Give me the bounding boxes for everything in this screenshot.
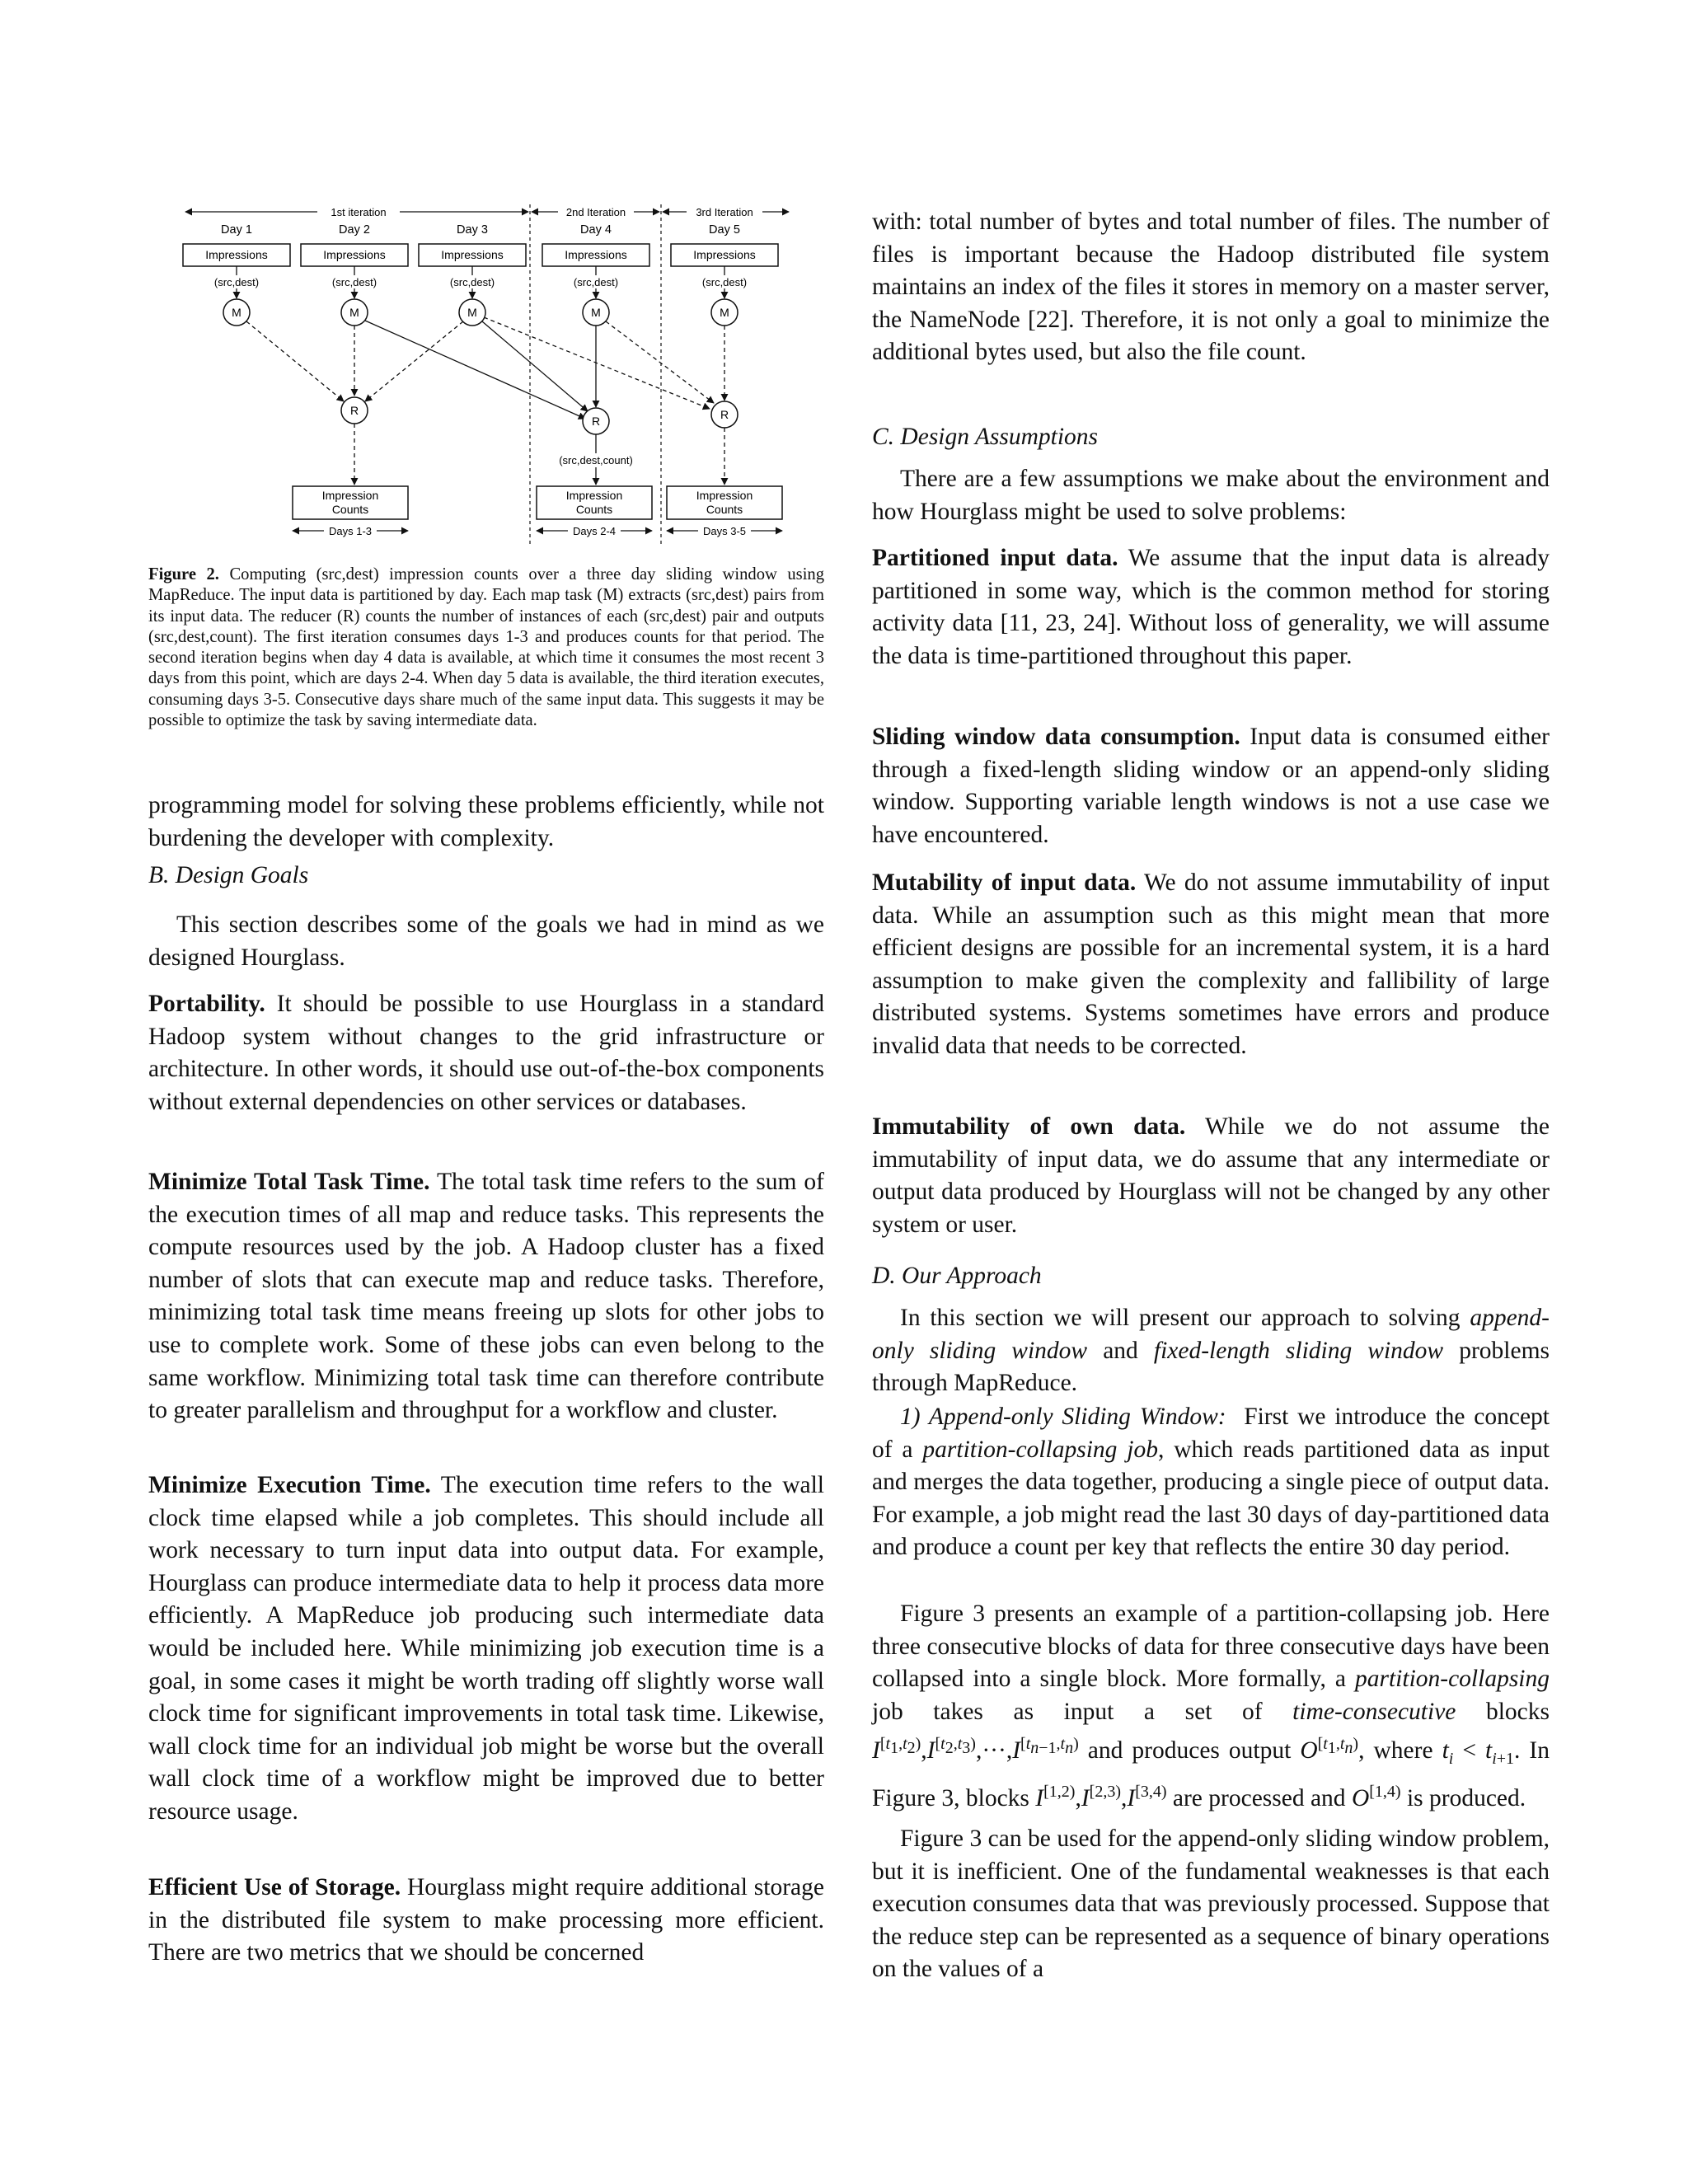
figure-2-diagram bbox=[169, 198, 795, 552]
portability-paragraph bbox=[148, 988, 824, 1118]
aosw-emphasis: partition-collapsing job bbox=[922, 1436, 1158, 1463]
counts-box-1-line2: Counts bbox=[331, 503, 369, 516]
f3-emphasis-1: partition-collapsing bbox=[1355, 1666, 1550, 1693]
map-node-4: M bbox=[591, 306, 601, 319]
iod-title: Immutability of own data. bbox=[872, 1113, 1186, 1140]
reduce-node-3: R bbox=[720, 408, 729, 421]
aosw-text-a: First we introduce the concept of a bbox=[872, 1404, 1550, 1463]
math-example-inputs: $I^{[1,2)},I^{[2,3)},I^{[3,4)}$ bbox=[1035, 1782, 1167, 1811]
map-node-5: M bbox=[720, 306, 729, 319]
f3-text-d: and produces output bbox=[1078, 1737, 1301, 1765]
f3-text-c: blocks bbox=[1456, 1698, 1550, 1725]
counts-box-3-line2: Counts bbox=[706, 503, 743, 516]
day-2-label: Day 2 bbox=[339, 223, 370, 237]
figure-3-inefficiency-paragraph bbox=[872, 1823, 1550, 1986]
section-heading-design-goals: B. Design Goals bbox=[148, 862, 309, 888]
day-5-label: Day 5 bbox=[709, 223, 740, 237]
impressions-box-5: Impressions bbox=[693, 248, 756, 261]
aosw-text-b: , which reads partitioned data as input and merges the data together, producing a single piece of output data. For example, a job might read the last 30 days of day-partitioned data and produce a count per key that reflects the entire 30 day period. bbox=[872, 1436, 1550, 1561]
portability-title: Portability. bbox=[148, 991, 265, 1017]
approach-text-c: problems through MapReduce. bbox=[872, 1337, 1550, 1397]
mtt-title: Minimize Total Task Time. bbox=[148, 1169, 430, 1195]
map-node-3: M bbox=[467, 306, 477, 319]
partitioned-input-data-paragraph bbox=[872, 542, 1550, 673]
pid-title: Partitioned input data. bbox=[872, 545, 1118, 571]
right-continuation-paragraph bbox=[872, 206, 1550, 369]
f3-text-e: , where bbox=[1358, 1737, 1442, 1765]
pair-label-4: (src,dest) bbox=[573, 276, 619, 288]
day-1-label: Day 1 bbox=[221, 223, 252, 237]
range-label-2: Days 2-4 bbox=[572, 525, 617, 537]
approach-emphasis-2: fixed-length sliding window bbox=[1153, 1337, 1444, 1364]
f3-text-h: is produced. bbox=[1400, 1784, 1526, 1811]
f3-text-f: . In Figure 3, blocks bbox=[872, 1737, 1550, 1811]
approach-text-a: In this section we will present our approach to solving bbox=[900, 1305, 1470, 1331]
swdc-text: Input data is consumed either through a fixed-length sliding window or an append-only sliding window. Supporting variable length windows is not a use case we have encountered. bbox=[872, 724, 1550, 848]
triple-label: (src,dest,count) bbox=[559, 454, 633, 466]
math-example-output: $O^{[1,4)}$ bbox=[1351, 1782, 1401, 1811]
approach-text-b: and bbox=[1087, 1337, 1154, 1364]
eus-title: Efficient Use of Storage. bbox=[148, 1874, 401, 1900]
iteration-3-label: 3rd Iteration bbox=[696, 206, 753, 218]
counts-box-2-line2: Counts bbox=[575, 503, 613, 516]
pair-label-3: (src,dest) bbox=[449, 276, 495, 288]
map-node-2: M bbox=[349, 306, 359, 319]
counts-box-3-line1: Impression bbox=[696, 489, 753, 502]
f3b-text: Figure 3 can be used for the append-only sliding window problem, but it is inefficient. One of the fundamental weaknesses is that each execution consumes data that was previously processed. Suppose that the reduce step can be represented as a sequence of binary operations on the values of a bbox=[872, 1825, 1550, 1983]
our-approach-intro bbox=[872, 1302, 1550, 1400]
caption-label: Figure 2. bbox=[148, 565, 219, 583]
mid-text: We do not assume immutability of input data. While an assumption such as this might mean that more efficient designs are possible for an incremental system, it is a hard assumption to make given the complexity and fallibility of large distributed systems. Systems sometimes have errors and produce invalid data that needs to be corrected. bbox=[872, 869, 1550, 1059]
figure-2-caption bbox=[148, 565, 824, 731]
portability-text: It should be possible to use Hourglass in a standard Hadoop system without changes to the grid infrastructure or architecture. In other words, it should use out-of-the-box components without external dependencies on other services or databases. bbox=[148, 991, 825, 1115]
iteration-2-label: 2nd Iteration bbox=[565, 206, 626, 218]
f3-emphasis-2: time-consecutive bbox=[1292, 1698, 1456, 1725]
figure-3-description-paragraph bbox=[872, 1598, 1550, 1815]
mid-title: Mutability of input data. bbox=[872, 869, 1137, 896]
impressions-box-4: Impressions bbox=[565, 248, 627, 261]
minimize-execution-time-paragraph bbox=[148, 1469, 824, 1829]
iod-text: While we do not assume the immutability of input data, we do assume that any intermediate or output data produced by Hourglass will not be changed by any other system or user. bbox=[872, 1113, 1550, 1238]
efficient-use-of-storage-paragraph bbox=[148, 1872, 824, 1970]
pair-label-2: (src,dest) bbox=[331, 276, 377, 288]
design-goals-intro bbox=[148, 909, 824, 974]
impressions-box-3: Impressions bbox=[441, 248, 504, 261]
reduce-node-1: R bbox=[349, 404, 359, 417]
pid-text: We assume that the input data is already partitioned in some way, which is the common method for storing activity data [11, 23, 24]. Without loss of generality, we will assume the data is time-partitioned throughout this paper. bbox=[872, 545, 1550, 669]
f3-text-g: are processed and bbox=[1166, 1784, 1352, 1811]
reduce-node-2: R bbox=[591, 415, 601, 428]
counts-box-1-line1: Impression bbox=[321, 489, 379, 502]
approach-emphasis-1: append-only sliding window bbox=[872, 1305, 1550, 1364]
eus-text: Hourglass might require additional storage in the distributed file system to make processing more efficient. There are two metrics that we should be concerned bbox=[148, 1874, 824, 1966]
mtt-text: The total task time refers to the sum of the execution times of all map and reduce tasks. This represents the compute resources used by the job. A Hadoop cluster has a fixed number of slots that can execute map and reduce tasks. Therefore, minimizing total task time means freeing up slots for other jobs to use to complete work. Some of these jobs can even belong to the same workflow. Minimizing total task time can therefore contribute to greater parallelism and throughput for a workflow and cluster. bbox=[148, 1169, 825, 1424]
day-4-label: Day 4 bbox=[580, 223, 612, 237]
pair-label-1: (src,dest) bbox=[213, 276, 260, 288]
immutability-own-data-paragraph bbox=[872, 1111, 1550, 1241]
map-node-1: M bbox=[232, 306, 241, 319]
counts-box-2-line1: Impression bbox=[565, 489, 623, 502]
right-continuation-text: with: total number of bytes and total number of files. The number of files is important because the Hadoop distributed file system maintains an index of the files it stores in memory on a master server, the NameNode [22]. Therefore, it is not only a goal to minimize the additional bytes used, but also the file count. bbox=[872, 209, 1550, 366]
minimize-total-task-time-paragraph bbox=[148, 1166, 824, 1427]
met-text: The execution time refers to the wall clock time elapsed while a job completes. This should include all work necessary to turn input data into output data. For example, Hourglass can produce intermediate data to help it process data more efficiently. A MapReduce job producing such intermediate data would be included here. While minimizing job execution time is a goal, in some cases it might be worth trading off slightly worse wall clock time for significant improvements in total task time. Likewise, wall clock time for an individual job might be worse but the overall wall clock time of a workflow might be improved due to better resource usage. bbox=[148, 1472, 825, 1825]
sliding-window-consumption-paragraph bbox=[872, 721, 1550, 851]
section-heading-our-approach: D. Our Approach bbox=[872, 1263, 1042, 1289]
impressions-box-2: Impressions bbox=[323, 248, 386, 261]
left-continuation-paragraph bbox=[148, 790, 824, 855]
range-label-1: Days 1-3 bbox=[328, 525, 373, 537]
section-heading-design-assumptions: C. Design Assumptions bbox=[872, 424, 1098, 450]
design-goals-intro-text: This section describes some of the goals we had in mind as we designed Hourglass. bbox=[148, 912, 824, 971]
range-label-3: Days 3-5 bbox=[702, 525, 747, 537]
append-only-subheading: 1) Append-only Sliding Window: bbox=[900, 1404, 1226, 1430]
left-continuation-text: programming model for solving these problems efficiently, while not burdening the developer with complexity. bbox=[148, 792, 824, 851]
design-assumptions-intro-text: There are a few assumptions we make about the environment and how Hourglass might be used to solve problems: bbox=[872, 466, 1550, 525]
swdc-title: Sliding window data consumption. bbox=[872, 724, 1240, 750]
day-3-label: Day 3 bbox=[457, 223, 488, 237]
math-output-block: $O^{[t_1,t_n)}$ bbox=[1300, 1735, 1359, 1765]
pair-label-5: (src,dest) bbox=[701, 276, 748, 288]
f3-text-a: Figure 3 presents an example of a partition-collapsing job. Here three consecutive blocks of data for three consecutive days have been collapsed into a single block. More formally, a bbox=[872, 1601, 1550, 1693]
math-input-blocks: $I^{[t_1,t_2)},I^{[t_2,t_3)},\cdot\cdot\cdot,I^{[t_{n-1},t_n)}$ bbox=[872, 1735, 1079, 1765]
met-title: Minimize Execution Time. bbox=[148, 1472, 431, 1498]
iteration-1-label: 1st iteration bbox=[331, 206, 387, 218]
impressions-box-1: Impressions bbox=[205, 248, 268, 261]
math-inequality: $t_i < t_{i+1}$ bbox=[1442, 1737, 1515, 1769]
append-only-window-paragraph bbox=[872, 1401, 1550, 1564]
design-assumptions-intro bbox=[872, 463, 1550, 528]
mutability-input-data-paragraph bbox=[872, 867, 1550, 1063]
caption-text: Computing (src,dest) impression counts over a three day sliding window using MapReduce. The input data is partitioned by day. Each map task (M) extracts (src,dest) pairs from its input data. The reducer (R) counts the number of instances of each (src,dest) pair and outputs (src,dest,count). The first iteration consumes days 1-3 and produces counts for that period. The second iteration begins when day 4 data is available, at which time it consumes the most recent 3 days from this point, which are days 2-4. When day 5 data is available, the third iteration executes, consuming days 3-5. Consecutive days share much of the same input data. This suggests it may be possible to optimize the task by saving intermediate data. bbox=[148, 565, 825, 730]
f3-text-b: job takes as input a set of bbox=[872, 1698, 1293, 1725]
